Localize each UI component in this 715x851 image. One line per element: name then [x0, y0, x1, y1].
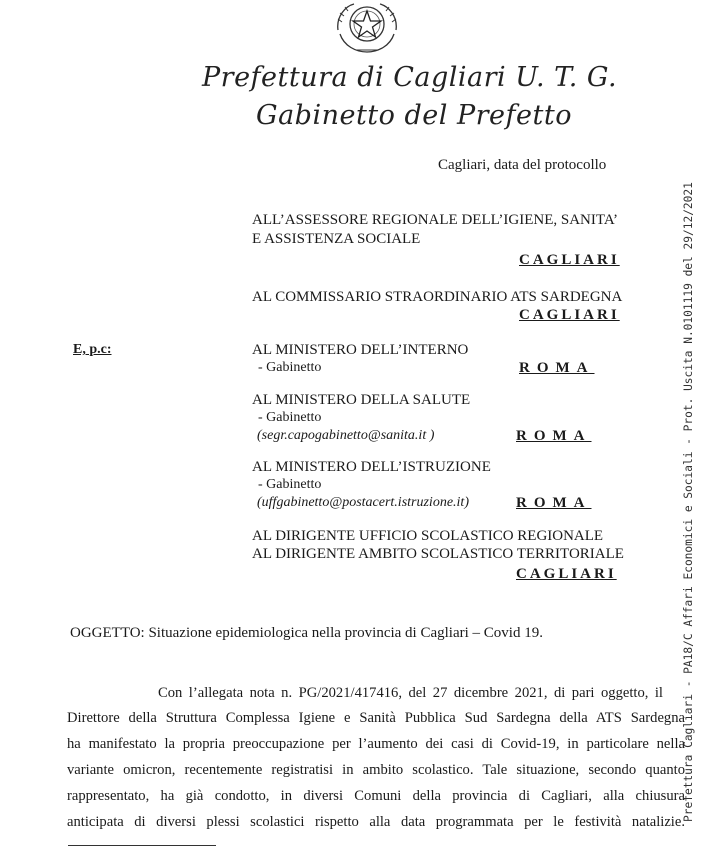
protocol-stamp: Prefettura Cagliari - PA18/C Affari Economici e Sociali - Prot. Uscita N.0101119 del 29/12/2021	[682, 182, 695, 822]
cc-city: CAGLIARI	[516, 566, 617, 582]
cc-sub: - Gabinetto	[258, 477, 322, 492]
body-paragraph-line: rappresentato, ha già condotto, in diversi Comuni della provincia di Cagliari, alla chiusura	[67, 788, 685, 804]
cc-email: (segr.capogabinetto@sanita.it )	[257, 428, 435, 443]
italian-republic-emblem-icon	[330, 0, 404, 56]
recipient-line: ALL’ASSESSORE REGIONALE DELL’IGIENE, SANITA’	[252, 212, 619, 228]
body-paragraph-line: Direttore della Struttura Complessa Igiene e Sanità Pubblica Sud Sardegna della ATS Sardegna	[67, 710, 685, 726]
recipient-city: CAGLIARI	[519, 307, 620, 323]
cc-title: AL DIRIGENTE UFFICIO SCOLASTICO REGIONALE	[252, 528, 604, 544]
cc-title: AL DIRIGENTE AMBITO SCOLASTICO TERRITORIALE	[252, 546, 624, 562]
cc-city: ROMA	[519, 360, 595, 376]
cc-sub: - Gabinetto	[258, 360, 322, 375]
footnote-divider	[68, 845, 216, 846]
cc-title: AL MINISTERO DELL’INTERNO	[252, 342, 469, 358]
body-paragraph-line: anticipata di diversi plessi scolastici rispetto alla data programmata per le festività natalizie.	[67, 814, 685, 830]
cc-sub: - Gabinetto	[258, 410, 322, 425]
recipient-city: CAGLIARI	[519, 252, 620, 268]
body-paragraph-line: Con l’allegata nota n. PG/2021/417416, del 27 dicembre 2021, di pari oggetto, il	[158, 685, 663, 701]
recipient-line: E ASSISTENZA SOCIALE	[252, 231, 421, 247]
prefettura-heading: Prefettura di Cagliari U. T. G.	[202, 62, 618, 93]
cc-title: AL MINISTERO DELLA SALUTE	[252, 392, 471, 408]
cc-title: AL MINISTERO DELL’ISTRUZIONE	[252, 459, 491, 475]
cc-city: ROMA	[516, 428, 592, 444]
cc-email: (uffgabinetto@postacert.istruzione.it)	[257, 495, 469, 510]
gabinetto-heading: Gabinetto del Prefetto	[256, 100, 572, 131]
epc-label: E, p.c:	[73, 342, 112, 357]
body-paragraph-line: variante omicron, recentemente registratisi in ambito scolastico. Tale situazione, secondo quanto	[67, 762, 685, 778]
place-date: Cagliari, data del protocollo	[438, 157, 607, 173]
recipient-line: AL COMMISSARIO STRAORDINARIO ATS SARDEGNA	[252, 289, 623, 305]
subject-line: OGGETTO: Situazione epidemiologica nella provincia di Cagliari – Covid 19.	[70, 625, 543, 641]
body-paragraph-line: ha manifestato la propria preoccupazione per l’aumento dei casi di Covid-19, in particolare nella	[67, 736, 685, 752]
cc-city: ROMA	[516, 495, 592, 511]
